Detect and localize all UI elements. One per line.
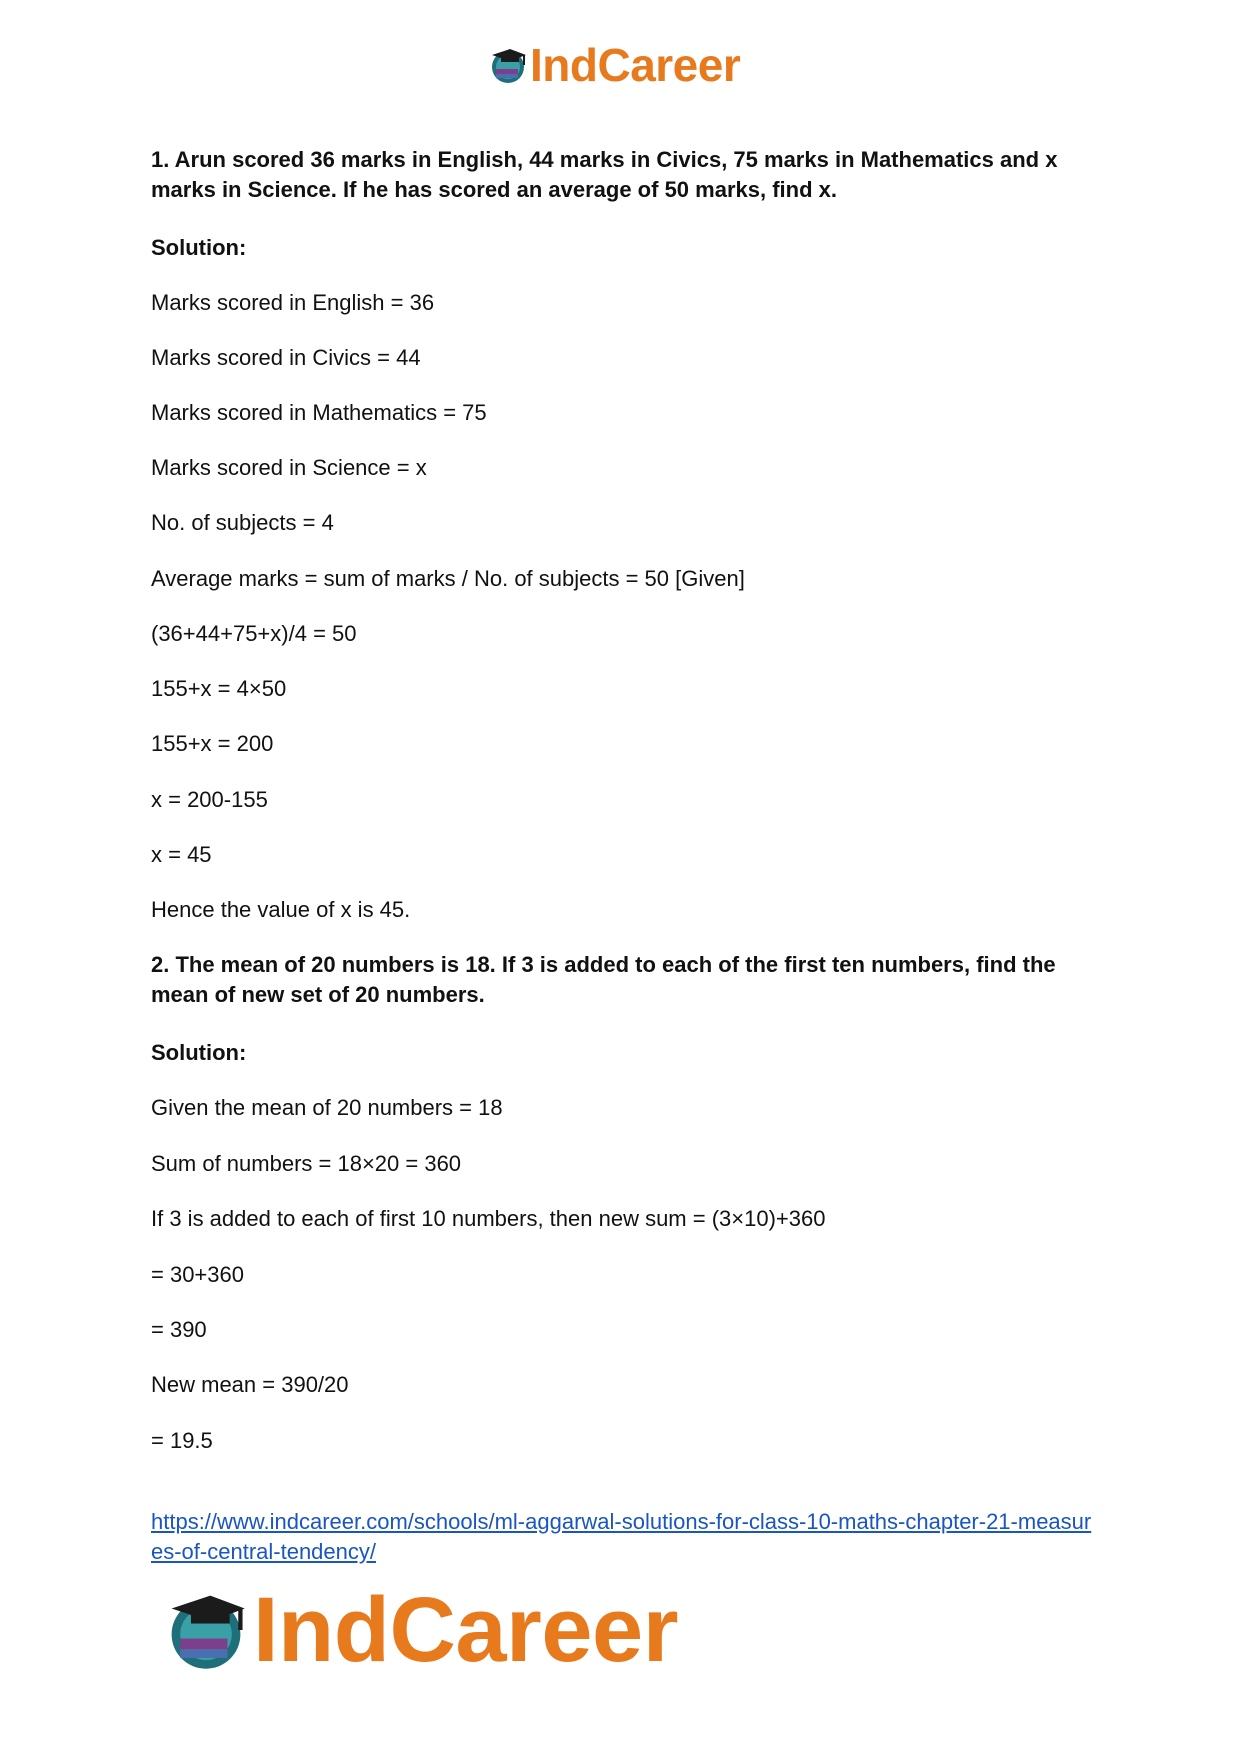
solution-label-2: Solution: — [151, 1040, 247, 1065]
solution-line: Average marks = sum of marks / No. of subjects = 50 [Given] — [151, 566, 745, 591]
graduation-cap-books-icon — [488, 45, 528, 85]
solution-line: Marks scored in English = 36 — [151, 290, 435, 315]
solution-line: Marks scored in Science = x — [151, 455, 427, 480]
brand-name: IndCareer — [530, 39, 741, 91]
solution-line: x = 45 — [151, 842, 212, 867]
brand-name: IndCareer — [253, 1579, 678, 1681]
solution-line: Hence the value of x is 45. — [151, 897, 411, 922]
solution-line: 155+x = 200 — [151, 731, 274, 756]
solution-line: No. of subjects = 4 — [151, 510, 334, 535]
solution-line: Marks scored in Mathematics = 75 — [151, 400, 487, 425]
solution-line: = 390 — [151, 1317, 207, 1342]
solution-line: = 30+360 — [151, 1262, 244, 1287]
solution-line: Marks scored in Civics = 44 — [151, 345, 421, 370]
solution-line: New mean = 390/20 — [151, 1372, 349, 1397]
solution-line: Sum of numbers = 18×20 = 360 — [151, 1151, 462, 1176]
header-logo — [488, 40, 740, 90]
solution-line: 155+x = 4×50 — [151, 676, 287, 701]
question-1: 1. Arun scored 36 marks in English, 44 marks in Civics, 75 marks in Mathematics and x marks in Science. If he has scored an average of 50 marks, find x. — [151, 147, 1058, 202]
solution-line: = 19.5 — [151, 1428, 213, 1453]
solution-line: x = 200-155 — [151, 787, 268, 812]
solution-line: If 3 is added to each of first 10 numbers, then new sum = (3×10)+360 — [151, 1206, 826, 1231]
solution-line: Given the mean of 20 numbers = 18 — [151, 1095, 503, 1120]
graduation-cap-books-icon — [163, 1587, 249, 1673]
solution-label-1: Solution: — [151, 235, 247, 260]
solution-line: (36+44+75+x)/4 = 50 — [151, 621, 357, 646]
footer-logo — [163, 1579, 678, 1681]
question-2: 2. The mean of 20 numbers is 18. If 3 is added to each of the first ten numbers, find the mean of new set of 20 numbers. — [151, 952, 1056, 1007]
source-link[interactable]: https://www.indcareer.com/schools/ml-aggarwal-solutions-for-class-10-maths-chapter-21-measures-of-central-tendency/ — [151, 1509, 1092, 1564]
